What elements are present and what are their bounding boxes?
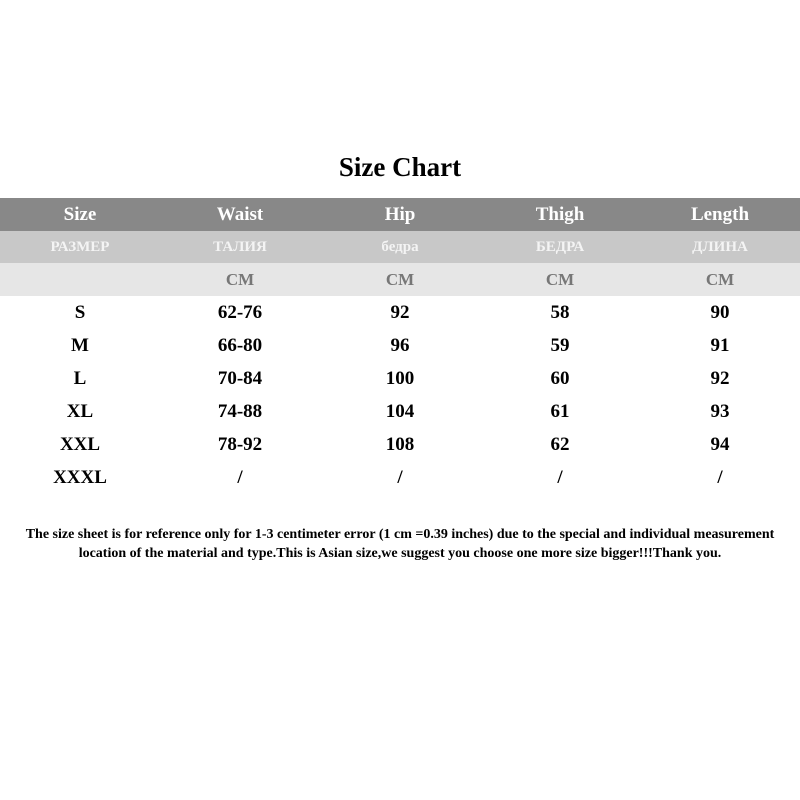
header-ru-length: ДЛИНА	[692, 238, 748, 255]
thigh-cell: 60	[550, 367, 570, 389]
table-row	[0, 329, 800, 362]
length-cell: 92	[710, 367, 730, 389]
unit-row	[0, 263, 800, 296]
header-row	[0, 198, 800, 231]
thigh-cell: 59	[550, 334, 570, 356]
hip-cell: /	[397, 466, 403, 488]
table-row	[0, 296, 800, 329]
unit-thigh: CM	[545, 269, 575, 289]
size-cell: S	[74, 301, 86, 323]
page-title: Size Chart	[338, 152, 462, 182]
size-cell: XL	[66, 400, 94, 422]
size-cell: M	[71, 334, 89, 356]
length-cell: 90	[710, 301, 730, 323]
size-cell: XXL	[59, 433, 101, 455]
waist-cell: 74-88	[217, 400, 263, 422]
header-row-russian	[0, 231, 800, 263]
unit-waist: CM	[225, 269, 255, 289]
header-size: Size	[63, 203, 97, 225]
length-cell: /	[717, 466, 723, 488]
table-row	[0, 461, 800, 494]
hip-cell: 100	[385, 367, 415, 389]
waist-cell: 66-80	[217, 334, 263, 356]
length-cell: 94	[710, 433, 730, 455]
table-row	[0, 362, 800, 395]
size-cell: L	[73, 367, 87, 389]
header-length: Length	[690, 203, 750, 225]
thigh-cell: 61	[550, 400, 570, 422]
thigh-cell: 62	[550, 433, 570, 455]
table-row	[0, 428, 800, 461]
unit-hip: CM	[385, 269, 415, 289]
unit-length: CM	[705, 269, 735, 289]
header-ru-hip: бедра	[381, 238, 419, 255]
thigh-cell: /	[557, 466, 563, 488]
length-cell: 93	[710, 400, 730, 422]
hip-cell: 104	[385, 400, 415, 422]
hip-cell: 92	[390, 301, 410, 323]
waist-cell: 62-76	[217, 301, 263, 323]
size-disclaimer-note: The size sheet is for reference only for 1-3 centimeter error (1 cm =0.39 inches) due to the special and individual measurement location of the material and type.This is Asian size,we suggest you choose one more size bigger!!!Thank you.	[25, 527, 775, 561]
waist-cell: 78-92	[217, 433, 263, 455]
thigh-cell: 58	[550, 301, 570, 323]
unit-size	[0, 263, 160, 296]
hip-cell: 96	[390, 334, 410, 356]
waist-cell: 70-84	[217, 367, 263, 389]
header-ru-size: РАЗМЕР	[50, 238, 110, 255]
header-waist: Waist	[216, 203, 264, 225]
header-ru-waist: ТАЛИЯ	[213, 238, 267, 255]
header-thigh: Thigh	[535, 203, 585, 225]
length-cell: 91	[710, 334, 730, 356]
header-hip: Hip	[384, 203, 416, 225]
size-chart-table	[0, 198, 800, 494]
size-cell: XXXL	[53, 466, 107, 488]
waist-cell: /	[237, 466, 243, 488]
table-row	[0, 395, 800, 428]
hip-cell: 108	[385, 433, 415, 455]
header-ru-thigh: БЕДРА	[535, 238, 585, 255]
